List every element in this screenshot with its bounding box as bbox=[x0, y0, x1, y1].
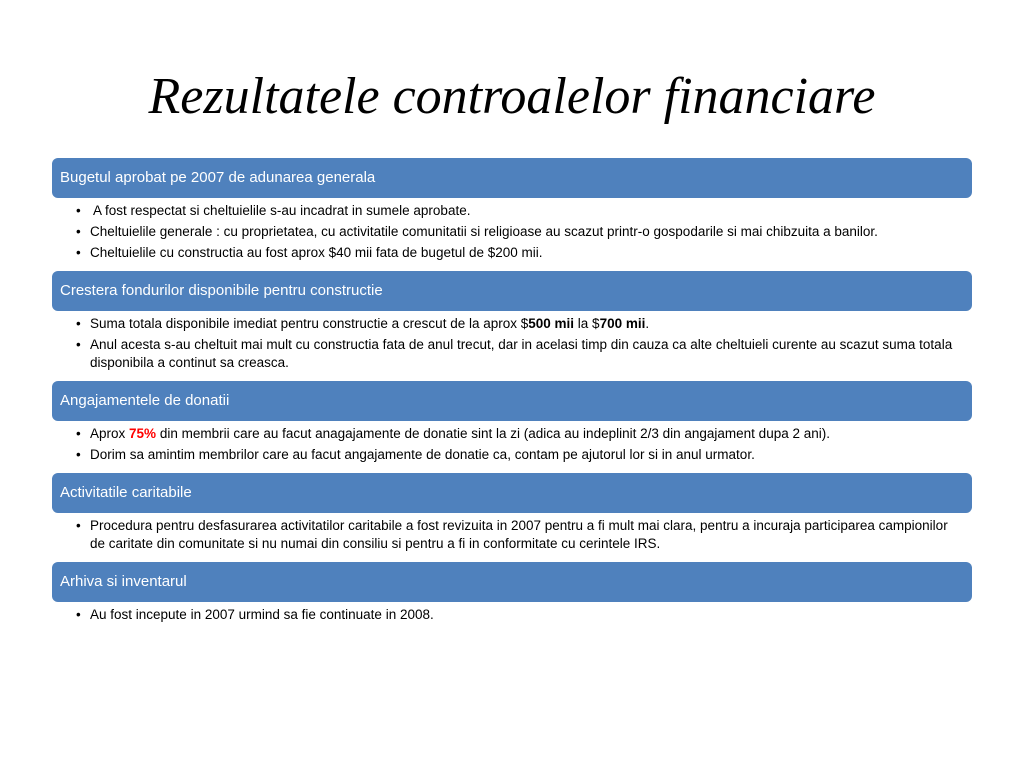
list-item bbox=[76, 315, 962, 333]
list-item bbox=[60, 223, 962, 241]
bullet-icon: • bbox=[76, 316, 81, 331]
section-charity bbox=[52, 473, 972, 562]
bullet-icon: • bbox=[76, 518, 81, 533]
bullet-icon: • bbox=[76, 337, 81, 352]
section-header: Bugetul aprobat pe 2007 de adunarea generala bbox=[52, 158, 972, 198]
list-item bbox=[76, 517, 962, 553]
bullet-text: din membrii care au facut anagajamente de donatie sint la zi (adica au indeplinit 2/3 din angajament dupa 2 ani). bbox=[156, 426, 830, 441]
section-archive bbox=[52, 562, 972, 633]
bullet-text: A fost respectat si cheltuielile s-au incadrat in sumele aprobate. bbox=[90, 203, 471, 218]
section-construction-funds bbox=[52, 271, 972, 381]
section-donation-pledges bbox=[52, 381, 972, 473]
highlight-percentage: 75% bbox=[129, 426, 157, 441]
section-budget bbox=[52, 158, 972, 271]
bullet-text: Suma totala disponibile imediat pentru constructie a crescut de la aprox $ bbox=[90, 316, 529, 331]
section-header: Angajamentele de donatii bbox=[52, 381, 972, 421]
bullet-text: Aprox bbox=[90, 426, 130, 441]
bullet-icon: • bbox=[76, 426, 81, 441]
amount-to: 700 mii bbox=[599, 316, 646, 331]
bullet-icon: • bbox=[76, 224, 81, 239]
bullet-text: . bbox=[645, 316, 650, 331]
bullet-icon: • bbox=[76, 245, 81, 260]
slide-title: Rezultatele controalelor financiare bbox=[148, 68, 876, 125]
bullet-text: Au fost incepute in 2007 urmind sa fie continuate in 2008. bbox=[90, 607, 434, 622]
section-header: Activitatile caritabile bbox=[52, 473, 972, 513]
section-body bbox=[52, 198, 972, 271]
bullet-icon: • bbox=[76, 447, 81, 462]
section-body bbox=[52, 311, 972, 381]
section-header: Arhiva si inventarul bbox=[52, 562, 972, 602]
section-header: Crestera fondurilor disponibile pentru constructie bbox=[52, 271, 972, 311]
bullet-text: Cheltuielile cu constructia au fost aprox $40 mii fata de bugetul de $200 mii. bbox=[90, 245, 543, 260]
bullet-text: Anul acesta s-au cheltuit mai mult cu constructia fata de anul trecut, dar in acelasi timp din cauza ca alte cheltuieli curente au scazut suma totala disponibila a continut sa creasca. bbox=[90, 337, 953, 370]
amount-from: 500 mii bbox=[528, 316, 575, 331]
list-item bbox=[76, 425, 962, 443]
list-item bbox=[76, 606, 962, 624]
section-body bbox=[52, 421, 972, 473]
bullet-text: Dorim sa amintim membrilor care au facut angajamente de donatie ca, contam pe ajutorul lor si in anul urmator. bbox=[90, 447, 755, 462]
list-item bbox=[60, 244, 962, 262]
bullet-icon: • bbox=[76, 203, 81, 218]
list-item bbox=[76, 202, 962, 220]
list-item bbox=[76, 446, 962, 464]
section-body bbox=[52, 602, 972, 633]
content-area bbox=[52, 158, 972, 633]
list-item bbox=[76, 336, 962, 372]
bullet-icon: • bbox=[76, 607, 81, 622]
bullet-text: la $ bbox=[574, 316, 600, 331]
bullet-text: Cheltuielile generale : cu proprietatea, cu activitatile comunitatii si religioase au scazut printr-o gospodarile si mai chibzuita a banilor. bbox=[90, 224, 878, 239]
section-body bbox=[52, 513, 972, 562]
bullet-text: Procedura pentru desfasurarea activitatilor caritabile a fost revizuita in 2007 pentru a fi mult mai clara, pentru a incuraja participarea campionilor de caritate din comunitate si nu numai din consiliu si pentru a fi in conformitate cu cerintele IRS. bbox=[90, 518, 948, 551]
